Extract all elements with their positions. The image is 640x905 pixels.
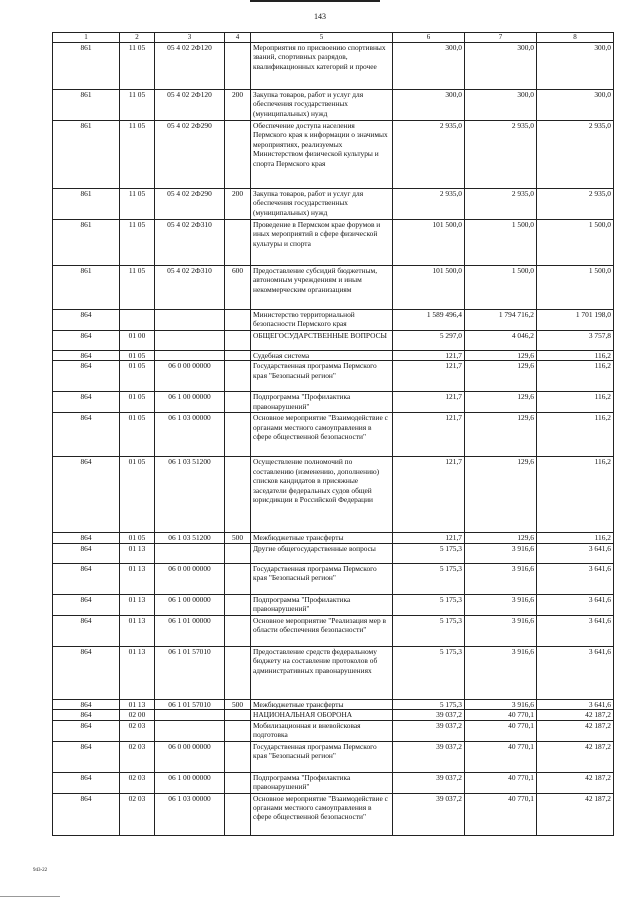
amount-year2-cell: 3 916,6 xyxy=(465,594,537,615)
description-cell: Проведение в Пермском крае форумов и иных мероприятий в сфере физической культуры и спорта xyxy=(251,220,393,266)
col-header: 4 xyxy=(225,33,251,43)
amount-year1-cell: 121,7 xyxy=(393,392,465,413)
expense-type-cell xyxy=(225,594,251,615)
section-cell: 01 05 xyxy=(120,413,155,457)
code-admin-cell: 864 xyxy=(53,594,120,615)
description-cell: Обеспечение доступа населения Пермского края к информации о значимых мероприятиях, реализуемых Министерством физической культуры и спорта Пермского края xyxy=(251,121,393,189)
target-article-cell: 06 0 00 00000 xyxy=(155,563,225,594)
table-row xyxy=(53,90,614,121)
expense-type-cell xyxy=(225,543,251,563)
target-article-cell xyxy=(155,710,225,720)
code-admin-cell: 864 xyxy=(53,310,120,331)
amount-year2-cell: 40 770,1 xyxy=(465,793,537,835)
section-cell: 01 05 xyxy=(120,392,155,413)
amount-year3-cell: 116,2 xyxy=(537,413,614,457)
page-number: 143 xyxy=(314,12,326,21)
code-admin-cell: 864 xyxy=(53,646,120,699)
code-admin-cell: 861 xyxy=(53,90,120,121)
target-article-cell: 05 4 02 2Ф290 xyxy=(155,189,225,220)
target-article-cell: 06 1 03 00000 xyxy=(155,793,225,835)
section-cell: 11 05 xyxy=(120,121,155,189)
table-row xyxy=(53,351,614,361)
expense-type-cell: 600 xyxy=(225,266,251,310)
description-cell: Подпрограмма "Профилактика правонарушений" xyxy=(251,392,393,413)
description-cell: Предоставление средств федеральному бюджету на составление протоколов об административных правонарушениях xyxy=(251,646,393,699)
amount-year2-cell: 129,6 xyxy=(465,533,537,543)
description-cell: Осуществление полномочий по составлению (изменению, дополнению) списков кандидатов в присяжные заседатели федеральных судов общей юрисдикции в Российской Федерации xyxy=(251,457,393,533)
table-row xyxy=(53,220,614,266)
table-row xyxy=(53,594,614,615)
amount-year3-cell: 1 500,0 xyxy=(537,266,614,310)
section-cell xyxy=(120,310,155,331)
code-admin-cell: 864 xyxy=(53,772,120,793)
code-admin-cell: 861 xyxy=(53,43,120,90)
section-cell: 02 03 xyxy=(120,720,155,741)
expense-type-cell xyxy=(225,351,251,361)
table-row xyxy=(53,720,614,741)
amount-year1-cell: 5 175,3 xyxy=(393,543,465,563)
amount-year1-cell: 5 175,3 xyxy=(393,563,465,594)
amount-year3-cell: 42 187,2 xyxy=(537,710,614,720)
target-article-cell xyxy=(155,331,225,351)
col-header: 7 xyxy=(465,33,537,43)
amount-year2-cell: 129,6 xyxy=(465,351,537,361)
amount-year3-cell: 3 641,6 xyxy=(537,615,614,646)
section-cell: 11 05 xyxy=(120,189,155,220)
amount-year1-cell: 39 037,2 xyxy=(393,793,465,835)
amount-year1-cell: 1 589 496,4 xyxy=(393,310,465,331)
description-cell: Подпрограмма "Профилактика правонарушений" xyxy=(251,594,393,615)
table-row xyxy=(53,710,614,720)
expense-type-cell xyxy=(225,392,251,413)
amount-year3-cell: 3 641,6 xyxy=(537,699,614,709)
amount-year1-cell: 39 037,2 xyxy=(393,710,465,720)
code-admin-cell: 864 xyxy=(53,720,120,741)
amount-year3-cell: 300,0 xyxy=(537,90,614,121)
amount-year1-cell: 300,0 xyxy=(393,43,465,90)
table-row xyxy=(53,310,614,331)
amount-year3-cell: 3 641,6 xyxy=(537,563,614,594)
bottom-scan-rule xyxy=(0,896,60,897)
amount-year2-cell: 300,0 xyxy=(465,90,537,121)
amount-year2-cell: 40 770,1 xyxy=(465,772,537,793)
amount-year1-cell: 5 297,0 xyxy=(393,331,465,351)
expense-type-cell xyxy=(225,741,251,772)
table-row xyxy=(53,772,614,793)
expense-type-cell xyxy=(225,310,251,331)
budget-table xyxy=(52,32,614,836)
target-article-cell: 06 1 03 51200 xyxy=(155,457,225,533)
amount-year3-cell: 300,0 xyxy=(537,43,614,90)
code-admin-cell: 864 xyxy=(53,413,120,457)
code-admin-cell: 864 xyxy=(53,543,120,563)
amount-year3-cell: 2 935,0 xyxy=(537,189,614,220)
target-article-cell: 06 1 00 00000 xyxy=(155,772,225,793)
code-admin-cell: 864 xyxy=(53,331,120,351)
header-row xyxy=(53,33,614,43)
expense-type-cell: 500 xyxy=(225,533,251,543)
amount-year3-cell: 116,2 xyxy=(537,533,614,543)
code-admin-cell: 864 xyxy=(53,361,120,392)
amount-year3-cell: 1 500,0 xyxy=(537,220,614,266)
amount-year3-cell: 3 757,8 xyxy=(537,331,614,351)
amount-year1-cell: 101 500,0 xyxy=(393,220,465,266)
code-admin-cell: 864 xyxy=(53,699,120,709)
amount-year3-cell: 42 187,2 xyxy=(537,720,614,741)
section-cell: 01 05 xyxy=(120,361,155,392)
section-cell: 11 05 xyxy=(120,90,155,121)
code-admin-cell: 864 xyxy=(53,793,120,835)
amount-year1-cell: 39 037,2 xyxy=(393,741,465,772)
amount-year1-cell: 121,7 xyxy=(393,361,465,392)
target-article-cell xyxy=(155,310,225,331)
table-row xyxy=(53,699,614,709)
amount-year3-cell: 1 701 198,0 xyxy=(537,310,614,331)
description-cell: Основное мероприятие "Взаимодействие с органами местного самоуправления в сфере общественной безопасности" xyxy=(251,413,393,457)
amount-year1-cell: 121,7 xyxy=(393,351,465,361)
amount-year2-cell: 40 770,1 xyxy=(465,720,537,741)
document-code: 943-22 xyxy=(33,868,48,873)
section-cell: 01 13 xyxy=(120,543,155,563)
table-row xyxy=(53,413,614,457)
code-admin-cell: 861 xyxy=(53,189,120,220)
amount-year3-cell: 116,2 xyxy=(537,457,614,533)
table-row xyxy=(53,189,614,220)
table-row xyxy=(53,793,614,835)
code-admin-cell: 864 xyxy=(53,392,120,413)
section-cell: 01 13 xyxy=(120,646,155,699)
amount-year2-cell: 1 500,0 xyxy=(465,220,537,266)
expense-type-cell xyxy=(225,43,251,90)
table-row xyxy=(53,646,614,699)
description-cell: Государственная программа Пермского края "Безопасный регион" xyxy=(251,563,393,594)
target-article-cell: 06 1 00 00000 xyxy=(155,594,225,615)
amount-year1-cell: 5 175,3 xyxy=(393,646,465,699)
section-cell: 11 05 xyxy=(120,220,155,266)
description-cell: Основное мероприятие "Взаимодействие с органами местного самоуправления в сфере общественной безопасности" xyxy=(251,793,393,835)
target-article-cell: 06 1 01 57010 xyxy=(155,699,225,709)
expense-type-cell xyxy=(225,220,251,266)
target-article-cell xyxy=(155,351,225,361)
target-article-cell: 05 4 02 2Ф310 xyxy=(155,220,225,266)
table-row xyxy=(53,266,614,310)
description-cell: Закупка товаров, работ и услуг для обеспечения государственных (муниципальных) нужд xyxy=(251,189,393,220)
amount-year3-cell: 3 641,6 xyxy=(537,646,614,699)
amount-year1-cell: 121,7 xyxy=(393,457,465,533)
amount-year3-cell: 3 641,6 xyxy=(537,543,614,563)
description-cell: Государственная программа Пермского края "Безопасный регион" xyxy=(251,361,393,392)
target-article-cell: 05 4 02 2Ф120 xyxy=(155,43,225,90)
amount-year1-cell: 39 037,2 xyxy=(393,720,465,741)
amount-year2-cell: 129,6 xyxy=(465,457,537,533)
expense-type-cell xyxy=(225,563,251,594)
amount-year1-cell: 300,0 xyxy=(393,90,465,121)
section-cell: 11 05 xyxy=(120,43,155,90)
target-article-cell xyxy=(155,720,225,741)
code-admin-cell: 861 xyxy=(53,266,120,310)
description-cell: Государственная программа Пермского края "Безопасный регион" xyxy=(251,741,393,772)
target-article-cell xyxy=(155,543,225,563)
expense-type-cell xyxy=(225,646,251,699)
description-cell: НАЦИОНАЛЬНАЯ ОБОРОНА xyxy=(251,710,393,720)
amount-year2-cell: 4 046,2 xyxy=(465,331,537,351)
code-admin-cell: 864 xyxy=(53,741,120,772)
expense-type-cell xyxy=(225,121,251,189)
amount-year1-cell: 101 500,0 xyxy=(393,266,465,310)
description-cell: Судебная система xyxy=(251,351,393,361)
target-article-cell: 06 1 00 00000 xyxy=(155,392,225,413)
table-row xyxy=(53,543,614,563)
expense-type-cell xyxy=(225,710,251,720)
amount-year3-cell: 3 641,6 xyxy=(537,594,614,615)
section-cell: 01 05 xyxy=(120,351,155,361)
section-cell: 01 13 xyxy=(120,563,155,594)
code-admin-cell: 864 xyxy=(53,351,120,361)
table-row xyxy=(53,361,614,392)
target-article-cell: 05 4 02 2Ф120 xyxy=(155,90,225,121)
section-cell: 01 13 xyxy=(120,699,155,709)
section-cell: 01 00 xyxy=(120,331,155,351)
amount-year1-cell: 2 935,0 xyxy=(393,121,465,189)
amount-year2-cell: 300,0 xyxy=(465,43,537,90)
amount-year3-cell: 116,2 xyxy=(537,392,614,413)
amount-year3-cell: 42 187,2 xyxy=(537,793,614,835)
amount-year2-cell: 2 935,0 xyxy=(465,189,537,220)
amount-year2-cell: 3 916,6 xyxy=(465,615,537,646)
description-cell: Межбюджетные трансферты xyxy=(251,533,393,543)
description-cell: Министерство территориальной безопасности Пермского края xyxy=(251,310,393,331)
col-header: 2 xyxy=(120,33,155,43)
section-cell: 02 03 xyxy=(120,793,155,835)
table-row xyxy=(53,43,614,90)
target-article-cell: 06 0 00 00000 xyxy=(155,361,225,392)
expense-type-cell xyxy=(225,413,251,457)
amount-year2-cell: 40 770,1 xyxy=(465,741,537,772)
amount-year2-cell: 129,6 xyxy=(465,413,537,457)
amount-year2-cell: 129,6 xyxy=(465,392,537,413)
amount-year1-cell: 121,7 xyxy=(393,533,465,543)
expense-type-cell xyxy=(225,457,251,533)
expense-type-cell: 500 xyxy=(225,699,251,709)
expense-type-cell xyxy=(225,615,251,646)
amount-year3-cell: 42 187,2 xyxy=(537,772,614,793)
amount-year2-cell: 1 500,0 xyxy=(465,266,537,310)
section-cell: 01 05 xyxy=(120,457,155,533)
amount-year1-cell: 39 037,2 xyxy=(393,772,465,793)
amount-year2-cell: 1 794 716,2 xyxy=(465,310,537,331)
target-article-cell: 06 1 03 51200 xyxy=(155,533,225,543)
col-header: 5 xyxy=(251,33,393,43)
section-cell: 02 00 xyxy=(120,710,155,720)
target-article-cell: 06 1 01 57010 xyxy=(155,646,225,699)
target-article-cell: 05 4 02 2Ф290 xyxy=(155,121,225,189)
amount-year2-cell: 3 916,6 xyxy=(465,699,537,709)
amount-year3-cell: 116,2 xyxy=(537,361,614,392)
code-admin-cell: 864 xyxy=(53,563,120,594)
description-cell: Другие общегосударственные вопросы xyxy=(251,543,393,563)
table-row xyxy=(53,533,614,543)
code-admin-cell: 864 xyxy=(53,710,120,720)
amount-year3-cell: 42 187,2 xyxy=(537,741,614,772)
col-header: 6 xyxy=(393,33,465,43)
section-cell: 01 13 xyxy=(120,594,155,615)
section-cell: 11 05 xyxy=(120,266,155,310)
section-cell: 01 05 xyxy=(120,533,155,543)
expense-type-cell xyxy=(225,331,251,351)
amount-year2-cell: 3 916,6 xyxy=(465,646,537,699)
table-row xyxy=(53,615,614,646)
code-admin-cell: 861 xyxy=(53,121,120,189)
table-row xyxy=(53,741,614,772)
amount-year2-cell: 129,6 xyxy=(465,361,537,392)
target-article-cell: 06 1 01 00000 xyxy=(155,615,225,646)
description-cell: Подпрограмма "Профилактика правонарушений" xyxy=(251,772,393,793)
expense-type-cell: 200 xyxy=(225,189,251,220)
amount-year1-cell: 5 175,3 xyxy=(393,699,465,709)
expense-type-cell: 200 xyxy=(225,90,251,121)
table-row xyxy=(53,121,614,189)
description-cell: Мобилизационная и вневойсковая подготовка xyxy=(251,720,393,741)
target-article-cell: 05 4 02 2Ф310 xyxy=(155,266,225,310)
code-admin-cell: 864 xyxy=(53,533,120,543)
amount-year2-cell: 40 770,1 xyxy=(465,710,537,720)
amount-year2-cell: 3 916,6 xyxy=(465,543,537,563)
description-cell: Межбюджетные трансферты xyxy=(251,699,393,709)
amount-year1-cell: 5 175,3 xyxy=(393,615,465,646)
description-cell: Основное мероприятие "Реализация мер в области обеспечения безопасности" xyxy=(251,615,393,646)
code-admin-cell: 864 xyxy=(53,615,120,646)
table-row xyxy=(53,392,614,413)
description-cell: ОБЩЕГОСУДАРСТВЕННЫЕ ВОПРОСЫ xyxy=(251,331,393,351)
expense-type-cell xyxy=(225,361,251,392)
col-header: 3 xyxy=(155,33,225,43)
col-header: 1 xyxy=(53,33,120,43)
top-scan-rule xyxy=(250,0,380,2)
amount-year1-cell: 2 935,0 xyxy=(393,189,465,220)
amount-year2-cell: 2 935,0 xyxy=(465,121,537,189)
section-cell: 02 03 xyxy=(120,741,155,772)
amount-year3-cell: 116,2 xyxy=(537,351,614,361)
description-cell: Закупка товаров, работ и услуг для обеспечения государственных (муниципальных) нужд xyxy=(251,90,393,121)
table-row xyxy=(53,563,614,594)
amount-year2-cell: 3 916,6 xyxy=(465,563,537,594)
code-admin-cell: 864 xyxy=(53,457,120,533)
amount-year1-cell: 5 175,3 xyxy=(393,594,465,615)
table-row xyxy=(53,331,614,351)
description-cell: Мероприятия по присвоению спортивных званий, спортивных разрядов, квалификационных категорий и прочее xyxy=(251,43,393,90)
col-header: 8 xyxy=(537,33,614,43)
target-article-cell: 06 1 03 00000 xyxy=(155,413,225,457)
expense-type-cell xyxy=(225,772,251,793)
section-cell: 01 13 xyxy=(120,615,155,646)
target-article-cell: 06 0 00 00000 xyxy=(155,741,225,772)
amount-year3-cell: 2 935,0 xyxy=(537,121,614,189)
expense-type-cell xyxy=(225,793,251,835)
expense-type-cell xyxy=(225,720,251,741)
section-cell: 02 03 xyxy=(120,772,155,793)
code-admin-cell: 861 xyxy=(53,220,120,266)
amount-year1-cell: 121,7 xyxy=(393,413,465,457)
description-cell: Предоставление субсидий бюджетным, автономным учреждениям и иным некоммерческим организациям xyxy=(251,266,393,310)
table-row xyxy=(53,457,614,533)
